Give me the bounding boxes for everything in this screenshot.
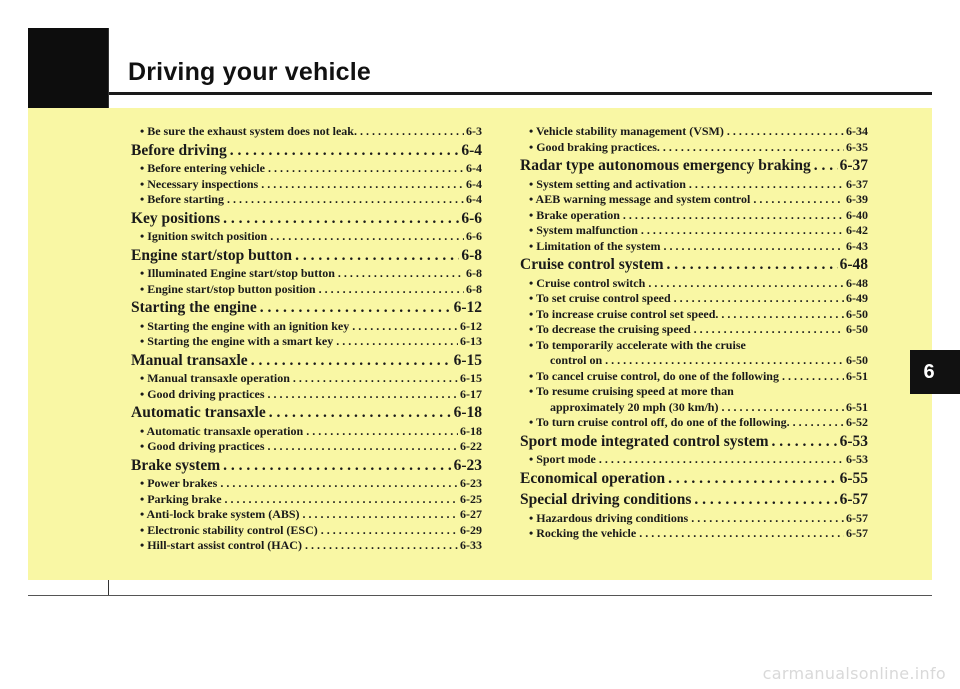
toc-section-entry[interactable] — [131, 209, 482, 230]
dot-leader — [691, 511, 844, 527]
toc-page-number: 6-51 — [846, 399, 868, 414]
dot-leader — [223, 456, 451, 477]
chapter-number-tab[interactable]: 6 — [910, 350, 960, 394]
toc-subentry[interactable] — [131, 507, 482, 523]
toc-page-number: 6-37 — [839, 157, 868, 174]
dot-leader — [721, 400, 844, 416]
toc-entry-label: • Automatic transaxle operation — [140, 423, 304, 438]
toc-entry-label: Starting the engine — [131, 299, 257, 316]
dot-leader — [352, 319, 458, 335]
toc-subentry[interactable] — [131, 192, 482, 208]
dot-leader — [694, 322, 844, 338]
toc-page-number: 6-22 — [460, 439, 482, 453]
dot-leader — [303, 507, 458, 523]
toc-page-number: 6-15 — [453, 351, 482, 369]
toc-subentry[interactable] — [520, 276, 868, 292]
toc-entry-label: • Rocking the vehicle — [529, 526, 637, 540]
toc-page-number: 6-48 — [839, 256, 868, 273]
dot-leader — [689, 177, 844, 193]
dot-leader — [814, 156, 838, 177]
toc-page-number: 6-50 — [846, 322, 868, 336]
toc-entry-label: Sport mode integrated control system — [520, 432, 769, 450]
toc-page-number: 6-23 — [460, 476, 482, 490]
toc-page-number: 6-18 — [453, 404, 482, 421]
toc-page-number: 6-17 — [460, 386, 482, 401]
toc-entry-label: • System setting and activation — [529, 176, 686, 191]
dot-leader — [727, 124, 844, 140]
toc-entry-label: • Hazardous driving conditions — [529, 510, 689, 525]
toc-page-number: 6-57 — [846, 526, 868, 540]
toc-right-column — [520, 124, 868, 542]
toc-subentry-line[interactable]: • To temporarily accelerate with the cruise — [529, 337, 746, 352]
toc-page-number: 6-8 — [461, 246, 482, 264]
dot-leader — [269, 403, 452, 424]
toc-subentry[interactable] — [131, 476, 482, 492]
toc-entry-label: • Illuminated Engine start/stop button — [140, 266, 335, 280]
dot-leader — [360, 124, 464, 140]
dot-leader — [223, 209, 459, 230]
dot-leader — [782, 369, 844, 385]
dot-leader — [260, 298, 452, 319]
toc-entry-label: • Anti-lock brake system (ABS) — [140, 507, 300, 521]
dot-leader — [227, 192, 464, 208]
dot-leader — [664, 239, 844, 255]
toc-page-number: 6-8 — [466, 266, 482, 280]
dot-leader — [305, 538, 458, 554]
toc-entry-label: • Parking brake — [140, 491, 222, 506]
dot-leader — [648, 276, 844, 292]
toc-subentry[interactable] — [520, 192, 868, 208]
dot-leader — [694, 490, 837, 511]
toc-entry-label: • Power brakes — [140, 476, 218, 490]
toc-entry-label: • Before starting — [140, 192, 224, 206]
toc-entry-label: • Starting the engine with a smart key — [140, 334, 334, 348]
page-title: Driving your vehicle — [128, 58, 371, 86]
toc-entry-label: • Necessary inspections — [140, 176, 259, 191]
toc-subentry[interactable] — [131, 266, 482, 282]
toc-page-number: 6-37 — [846, 176, 868, 191]
dot-leader — [338, 266, 464, 282]
toc-entry-label: • Good driving practices — [140, 439, 265, 453]
toc-page-number: 6-57 — [839, 491, 868, 508]
toc-section-entry[interactable] — [131, 351, 482, 372]
toc-entry-label: • Ignition switch position — [140, 229, 268, 243]
toc-subentry[interactable] — [520, 526, 868, 542]
footer-rule — [28, 595, 932, 596]
toc-entry-label: Economical operation — [520, 469, 666, 487]
toc-subentry[interactable] — [131, 387, 482, 403]
toc-entry-label: • To turn cruise control off, do one of the following. — [529, 415, 790, 429]
toc-section-entry[interactable] — [520, 156, 868, 177]
dot-leader — [230, 141, 460, 162]
toc-page-number: 6-12 — [460, 318, 482, 333]
dot-leader — [268, 439, 458, 455]
toc-page-number: 6-53 — [846, 452, 868, 466]
toc-entry-label: approximately 20 mph (30 km/h) — [550, 399, 719, 414]
toc-subentry[interactable] — [131, 282, 482, 298]
dot-leader — [295, 246, 459, 267]
toc-entry-label: • Good braking practices. — [529, 139, 660, 154]
toc-page-number: 6-23 — [453, 456, 482, 474]
toc-entry-label: • Manual transaxle operation — [140, 371, 290, 385]
toc-entry-label: • Cruise control switch — [529, 275, 646, 290]
dot-leader — [674, 291, 844, 307]
dot-leader — [793, 415, 844, 431]
toc-entry-label: Key positions — [131, 209, 221, 227]
toc-section-entry[interactable] — [520, 255, 868, 276]
toc-entry-label: • Brake operation — [529, 207, 620, 222]
toc-subentry[interactable] — [520, 177, 868, 193]
toc-page-number: 6-50 — [846, 353, 868, 367]
toc-section-entry[interactable] — [520, 490, 868, 511]
toc-subentry[interactable] — [520, 369, 868, 385]
dot-leader — [663, 140, 844, 156]
toc-subentry[interactable] — [520, 239, 868, 255]
toc-page-number: 6-4 — [466, 161, 482, 175]
toc-page-number: 6-57 — [846, 510, 868, 525]
toc-page-number: 6-52 — [846, 415, 868, 429]
toc-subentry[interactable] — [131, 424, 482, 440]
dot-leader — [261, 177, 464, 193]
toc-subentry[interactable] — [520, 353, 868, 369]
toc-entry-label: Manual transaxle — [131, 351, 248, 369]
toc-subentry[interactable] — [520, 140, 868, 156]
toc-entry-label: • Good driving practices — [140, 386, 265, 401]
dot-leader — [321, 523, 458, 539]
toc-page-number: 6-6 — [461, 209, 482, 227]
toc-entry-label: control on — [550, 353, 603, 367]
toc-page-number: 6-13 — [460, 334, 482, 348]
toc-page-number: 6-4 — [466, 176, 482, 191]
toc-entry-label: • To cancel cruise control, do one of the following — [529, 368, 779, 383]
toc-entry-label: Before driving — [131, 141, 227, 159]
dot-leader — [319, 282, 464, 298]
dot-leader — [268, 387, 458, 403]
toc-subentry[interactable] — [131, 124, 482, 140]
toc-subentry[interactable] — [131, 371, 482, 387]
toc-entry-label: • To decrease the cruising speed — [529, 322, 691, 336]
dot-leader — [668, 469, 837, 490]
dot-leader — [268, 161, 464, 177]
toc-subentry[interactable] — [520, 291, 868, 307]
toc-page-number: 6-25 — [460, 491, 482, 506]
toc-subentry[interactable] — [520, 415, 868, 431]
toc-subentry[interactable] — [520, 511, 868, 527]
toc-subentry[interactable] — [131, 161, 482, 177]
watermark: carmanualsonline.info — [762, 664, 946, 683]
toc-entry-label: Radar type autonomous emergency braking — [520, 157, 811, 174]
toc-page-number: 6-55 — [839, 469, 868, 487]
dot-leader — [753, 192, 844, 208]
dot-leader — [220, 476, 458, 492]
dot-leader — [623, 208, 844, 224]
dot-leader — [721, 307, 844, 323]
dot-leader — [641, 223, 844, 239]
toc-page-number: 6-40 — [846, 207, 868, 222]
toc-page-number: 6-29 — [460, 522, 482, 537]
toc-subentry[interactable] — [520, 452, 868, 468]
toc-section-entry[interactable] — [131, 141, 482, 162]
toc-entry-label: Brake system — [131, 456, 221, 474]
toc-page-number: 6-35 — [846, 139, 868, 154]
toc-entry-label: • Electronic stability control (ESC) — [140, 522, 318, 537]
toc-subentry[interactable] — [131, 334, 482, 350]
toc-subentry[interactable] — [520, 223, 868, 239]
toc-subentry[interactable] — [131, 177, 482, 193]
toc-entry-label: • Hill-start assist control (HAC) — [140, 538, 302, 552]
toc-entry-label: Engine start/stop button — [131, 246, 293, 264]
dot-leader — [639, 526, 844, 542]
toc-entry-label: • Before entering vehicle — [140, 161, 265, 175]
dot-leader — [599, 452, 844, 468]
toc-subentry[interactable] — [520, 124, 868, 140]
toc-page-number: 6-8 — [466, 281, 482, 296]
toc-subentry[interactable] — [520, 400, 868, 416]
toc-entry-label: • To increase cruise control set speed. — [529, 306, 719, 321]
toc-section-entry[interactable] — [520, 432, 868, 453]
toc-page-number: 6-27 — [460, 507, 482, 521]
toc-page-number: 6-34 — [846, 124, 868, 138]
toc-page-number: 6-43 — [846, 238, 868, 253]
title-underline — [109, 92, 932, 95]
toc-entry-label: • To set cruise control speed — [529, 291, 671, 305]
toc-section-entry[interactable] — [131, 403, 482, 424]
toc-page-number: 6-42 — [846, 223, 868, 237]
toc-subentry-line[interactable]: • To resume cruising speed at more than — [529, 384, 734, 398]
toc-page-number: 6-4 — [461, 141, 482, 159]
toc-entry-label: Cruise control system — [520, 256, 664, 273]
toc-entry-label: • System malfunction — [529, 223, 638, 237]
toc-entry-label: • Be sure the exhaust system does not leak. — [140, 124, 357, 138]
toc-entry-label: • AEB warning message and system control — [529, 192, 751, 206]
toc-subentry[interactable] — [131, 439, 482, 455]
toc-left-column — [131, 124, 482, 554]
dot-leader — [336, 334, 458, 350]
toc-section-entry[interactable] — [131, 456, 482, 477]
toc-page-number: 6-50 — [846, 306, 868, 321]
toc-page-number: 6-3 — [466, 124, 482, 138]
toc-page-number: 6-53 — [839, 432, 868, 450]
toc-entry-label: • Limitation of the system — [529, 238, 661, 253]
toc-entry-label: • Sport mode — [529, 452, 596, 466]
toc-page-number: 6-33 — [460, 538, 482, 552]
toc-subentry[interactable] — [520, 208, 868, 224]
toc-page-number: 6-18 — [460, 423, 482, 438]
toc-subentry[interactable] — [131, 538, 482, 554]
toc-page-number: 6-15 — [460, 371, 482, 385]
toc-subentry[interactable] — [131, 319, 482, 335]
toc-subentry[interactable] — [520, 307, 868, 323]
dot-leader — [605, 353, 844, 369]
toc-entry-label: • Starting the engine with an ignition key — [140, 318, 350, 333]
toc-page-number: 6-49 — [846, 291, 868, 305]
toc-section-entry[interactable] — [131, 298, 482, 319]
toc-page-number: 6-6 — [466, 229, 482, 243]
dot-leader — [293, 371, 458, 387]
toc-subentry[interactable] — [131, 229, 482, 245]
dot-leader — [667, 255, 838, 276]
toc-page-number: 6-48 — [846, 275, 868, 290]
toc-entry-label: Automatic transaxle — [131, 404, 266, 421]
dot-leader — [225, 492, 458, 508]
toc-entry-label: • Vehicle stability management (VSM) — [529, 124, 724, 138]
toc-subentry[interactable] — [131, 523, 482, 539]
chapter-header-block — [28, 28, 109, 108]
toc-page-number: 6-39 — [846, 192, 868, 206]
toc-subentry[interactable] — [131, 492, 482, 508]
toc-section-entry[interactable] — [131, 246, 482, 267]
toc-page-number: 6-51 — [846, 368, 868, 383]
dot-leader — [270, 229, 464, 245]
toc-subentry[interactable] — [520, 322, 868, 338]
dot-leader — [772, 432, 838, 453]
toc-page-number: 6-4 — [466, 192, 482, 206]
dot-leader — [306, 424, 458, 440]
toc-entry-label: • Engine start/stop button position — [140, 281, 316, 296]
toc-section-entry[interactable] — [520, 469, 868, 490]
toc-entry-label: Special driving conditions — [520, 491, 692, 508]
toc-page-number: 6-12 — [453, 299, 482, 316]
dot-leader — [251, 351, 452, 372]
